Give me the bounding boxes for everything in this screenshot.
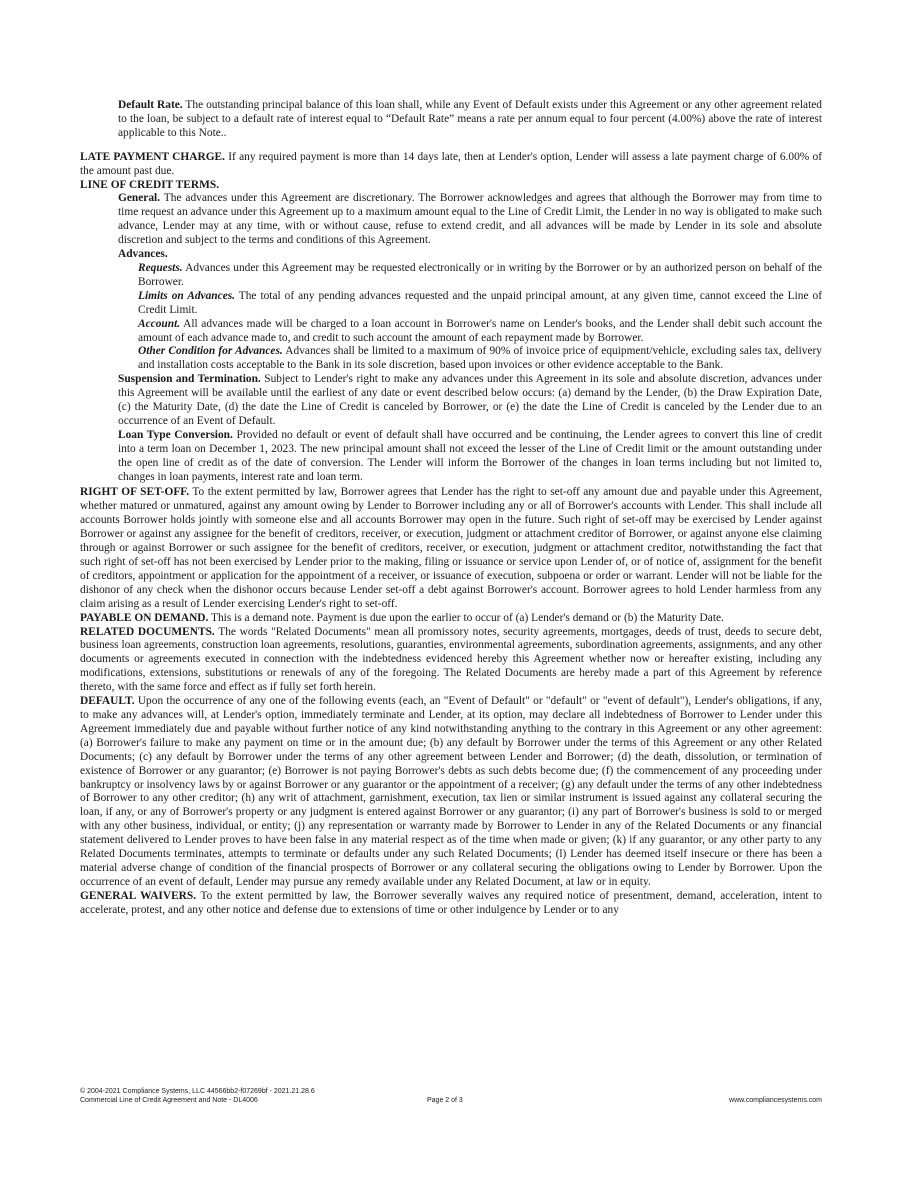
requests-heading: Requests. [138,261,183,274]
page-footer [80,1087,822,1113]
line-of-credit-heading: LINE OF CREDIT TERMS. [80,178,220,191]
late-payment-text: If any required payment is more than 14 days late, then at Lender's option, Lender will assess a late payment charge of 6.00% of the amount past due. [80,150,822,177]
general-waivers-heading: GENERAL WAIVERS. [80,889,197,902]
limits-heading: Limits on Advances. [138,289,236,302]
requests-text: Advances under this Agreement may be requested electronically or in writing by the Borrower or by an authorized person on behalf of the Borrower. [138,261,822,288]
default-text: Upon the occurrence of any one of the following events (each, an "Event of Default" or "default" or "event of default"), Lender's obligations, if any, to make any advances will, at Lender's option, immediately terminate and Lender, at its option, may declare all indebtedness of Borrower to Lender under this Agreement immediately due and payable without further notice of any kind notwithstanding anything to the contrary in this Agreement or any other agreement: (a) Borrower's failure to make any payment on time or in the amount due; (b) any default by Borrower under the terms of this Agreement or any other Related Documents; (c) any default by Borrower under the terms of any other agreement between Lender and Borrower; (d) the death, dissolution, or termination of existence of Borrower or any guarantor; (e) Borrower is not paying Borrower's debts as such debts become due; (f) the commencement of any proceeding under bankruptcy or insolvency laws by or against Borrower or any guarantor or the appointment of a receiver; (g) any default under the terms of any other indebtedness of Borrower to any other creditor; (h) any writ of attachment, garnishment, execution, tax lien or similar instrument is issued against any collateral securing the loan, if any, or any of Borrower's property or any judgment is entered against Borrower or any guarantor; (i) any part of Borrower's business is sold to or merged with any other business, individual, or entity; (j) any representation or warranty made by Borrower to Lender in any of the Related Documents or any financial statement delivered to Lender proves to have been false in any material respect as of the time when made or given; (k) if any guarantor, or any other party to any Related Documents terminates, attempts to terminate or defaults under any such Related Documents; (l) Lender has deemed itself insecure or there has been a material adverse change of condition of the financial prospects of Borrower or any collateral securing the obligations owing to Lender by Borrower. Upon the occurrence of an event of default, Lender may pursue any remedy available under any Related Document, at law or in equity. [80,695,822,888]
general-waivers-text: To the extent permitted by law, the Borrower severally waives any required notice of presentment, demand, acceleration, intent to accelerate, protest, and any other notice and defense due to extensions of time or other indulgence by Lender or to any [80,889,822,916]
other-condition-paragraph [80,345,822,373]
footer-form-name: Commercial Line of Credit Agreement and Note - DL4006 [80,1097,258,1104]
advances-heading: Advances. [118,248,168,261]
other-condition-text: Advances shall be limited to a maximum of 90% of invoice price of equipment/vehicle, excluding sales tax, delivery and installation costs acceptable to the Bank in its sole discretion, based upon invoices or other evidence acceptable to the Bank. [138,345,822,372]
suspension-heading: Suspension and Termination. [118,373,261,386]
related-documents-heading: RELATED DOCUMENTS. [80,625,215,638]
account-heading: Account. [138,317,181,330]
account-text: All advances made will be charged to a loan account in Borrower's name on Lender's books, and the Lender shall debit such account the amount of each advance made to, and credit to such account the amount of each repayment made by Borrower. [138,317,822,344]
other-condition-heading: Other Condition for Advances. [138,345,283,358]
late-payment-paragraph [80,151,822,179]
related-documents-text: The words "Related Documents" mean all promissory notes, security agreements, mortgages, deeds of trust, deeds to secure debt, business loan agreements, construction loan agreements, resolutions, guaranties, environmental agreements, subordination agreements, assignments, and any other documents or agreements executed in connection with the indebtedness evidenced hereby this Agreement whether now or hereafter existing, including any modifications, extensions, substitutions or renewals of any of the foregoing. The Related Documents are hereby made a part of this Agreement by reference thereto, with the same force and effect as if fully set forth herein. [80,625,823,694]
general-paragraph [80,192,822,248]
setoff-paragraph [80,486,822,611]
payable-heading: PAYABLE ON DEMAND. [80,611,209,624]
setoff-text: To the extent permitted by law, Borrower agrees that Lender has the right to set-off any amount due and payable under this Agreement, whether matured or unmatured, against any amount owing by Lender to Borrower including any or all of Borrower's accounts with Lender. This shall include all accounts Borrower holds jointly with someone else and all accounts Borrower may open in the future. Such right of set-off may be exercised by Lender against Borrower or against any assignee for the benefit of creditors, receiver, or execution, judgment or attachment creditor of Borrower, or against anyone else claiming through or against Borrower or such assignee for the benefit of creditors, receiver, or execution, judgment or attachment creditor, notwithstanding the fact that such right of set-off has not been exercised by Lender prior to the making, filing or issuance or service upon Lender of, or of notice of, assignment for the benefit of creditors, appointment or application for the appointment of a receiver, or issuance of execution, subpoena or order or warrant. Lender will not be liable for the dishonor of any check when the dishonor occurs because Lender set-off a debt against Borrower's account. Borrower agrees to hold Lender harmless from any claim arising as a result of Lender exercising Lender's right to set-off. [80,486,822,610]
general-waivers-paragraph [80,890,822,918]
conversion-text: Provided no default or event of default shall have occurred and be continuing, the Lender agrees to convert this line of credit into a term loan on December 1, 2023. The new principal amount shall not exceed the lesser of the Line of Credit limit or the amount outstanding under the open line of credit as of the date of conversion. The Lender will inform the Borrower of the changes in loan terms including but not limited to, changes in loan payments, interest rate and loan term. [118,428,822,483]
footer-copyright: © 2004-2021 Compliance Systems, LLC 44566bb2-f07269bf - 2021.21.28.6 [80,1088,315,1095]
default-rate-heading: Default Rate. [118,99,183,111]
limits-text: The total of any pending advances requested and the unpaid principal amount, at any given time, cannot exceed the Line of Credit Limit. [138,289,822,316]
suspension-text: Subject to Lender's right to make any advances under this Agreement in its sole and absolute discretion, advances under this Agreement will be available until the earliest of any date or event described below occurs: (a) demand by the Lender, (b) the Draw Expiration Date, (c) the Maturity Date, (d) the date the Line of Credit is canceled by Borrower, or (e) the date the Line of Credit is canceled by the Lender due to an occurrence of an Event of Default. [118,373,823,427]
requests-paragraph [80,262,822,290]
default-rate-text: The outstanding principal balance of this loan shall, while any Event of Default exists under this Agreement or any other agreement related to the loan, be subject to a default rate of interest equal to “Default Rate” means a rate per annum equal to four percent (4.00%) above the rate of interest applicable to this Note.. [118,99,822,139]
default-rate-paragraph [80,99,822,141]
related-documents-paragraph [80,626,822,696]
default-paragraph [80,695,822,890]
account-paragraph [80,318,822,346]
suspension-paragraph [80,373,822,429]
payable-text: This is a demand note. Payment is due upon the earlier to occur of (a) Lender's demand or (b) the Maturity Date. [208,611,724,624]
general-text: The advances under this Agreement are discretionary. The Borrower acknowledges and agrees that although the Borrower may from time to time request an advance under this Agreement up to a maximum amount equal to the Line of Credit Limit, the Lender in no way is obligated to make such advance, Lender may at any time, with or without cause, refuse to extend credit, and all advances will be made by Lender in its sole and absolute discretion and subject to the terms and conditions of this Agreement. [118,192,822,247]
conversion-paragraph [80,429,822,485]
payable-paragraph [80,612,822,626]
footer-left [80,1087,315,1105]
late-payment-heading: LATE PAYMENT CHARGE. [80,150,225,163]
setoff-heading: RIGHT OF SET-OFF. [80,486,190,499]
limits-paragraph [80,290,822,318]
footer-website: www.compliancesystems.com [729,1097,822,1104]
default-heading: DEFAULT. [80,695,135,708]
general-heading: General. [118,192,161,205]
document-body [80,99,822,918]
footer-page-number: Page 2 of 3 [427,1097,463,1104]
conversion-heading: Loan Type Conversion. [118,428,233,441]
